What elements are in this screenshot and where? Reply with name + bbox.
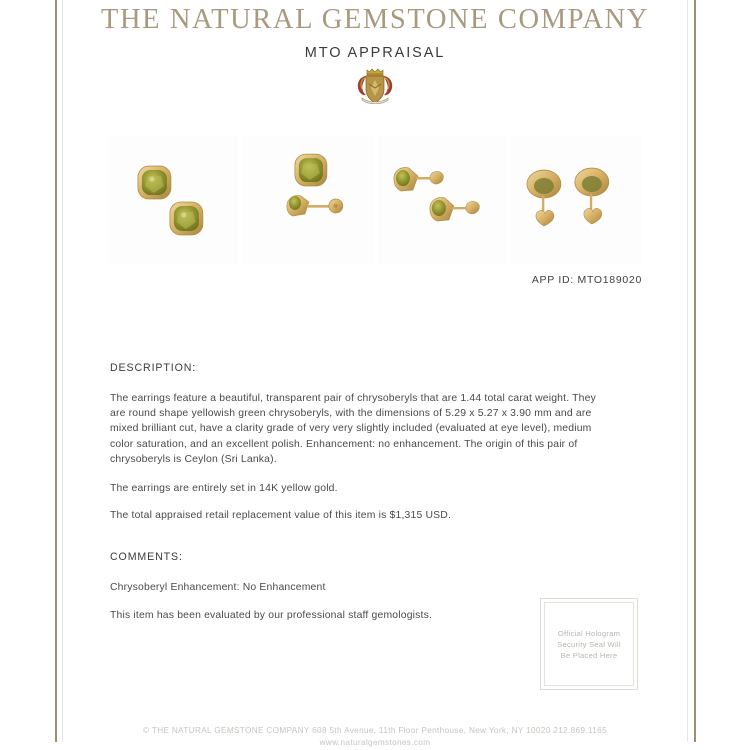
brand-title: THE NATURAL GEMSTONE COMPANY xyxy=(100,4,650,35)
description-paragraph-1: The earrings feature a beautiful, transparent pair of chrysoberyls that are 1.44 total carat weight. They are round shape yellowish green chrysoberyls, with the dimensions of 5.29 x 5.27 x 3.90 mm and are mixed brilliant cut, have a clarity grade of very very slightly included (evaluated at eye level), medium color saturation, and an excellent polish. Enhancement: no enhancement. The origin of this pair of chrysoberyls is Ceylon (Sri Lanka). xyxy=(110,393,596,465)
frame-rule-right-inner xyxy=(687,0,688,742)
description-paragraph-2: The earrings are entirely set in 14K yellow gold. xyxy=(110,483,338,495)
product-photo-side-pair xyxy=(378,136,508,264)
product-photo-strip xyxy=(108,136,642,264)
hologram-seal-line-1: Official Hologram xyxy=(557,628,621,638)
description-paragraph-3: The total appraised retail replacement value of this item is $1,315 USD. xyxy=(110,510,452,522)
frame-rule-right-outer xyxy=(694,0,696,742)
document-header xyxy=(70,0,680,61)
footer-company-address: © THE NATURAL GEMSTONE COMPANY 608 5th Avenue, 11th Floor Penthouse, New York, NY 10020 212.869.1165 xyxy=(143,726,607,735)
heraldic-crest-icon xyxy=(352,65,398,109)
description-label: DESCRIPTION: xyxy=(110,362,197,374)
comments-paragraph-2: This item has been evaluated by our professional staff gemologists. xyxy=(110,609,433,621)
document-subtitle: MTO APPRAISAL xyxy=(304,45,446,61)
frame-rule-left-inner xyxy=(62,0,63,742)
app-id: APP ID: MTO189020 xyxy=(531,274,642,286)
product-photo-front xyxy=(108,136,238,264)
document-body xyxy=(110,362,598,635)
section-spacer xyxy=(110,535,598,551)
comments-label: COMMENTS: xyxy=(110,551,183,564)
hologram-seal-line-2: Security Seal Will xyxy=(557,639,621,649)
comments-paragraph-1: Chrysoberyl Enhancement: No Enhancement xyxy=(110,582,326,594)
hologram-seal-placeholder xyxy=(540,598,638,690)
hologram-seal-line-3: Be Placed Here xyxy=(560,650,618,660)
product-photo-front-and-side xyxy=(243,136,373,264)
document-footer xyxy=(70,725,680,749)
footer-website: www.naturalgemstones.com xyxy=(319,738,431,747)
hologram-seal-inner xyxy=(544,602,634,686)
frame-rule-left-outer xyxy=(55,0,57,742)
product-photo-rear-pair xyxy=(512,136,642,264)
